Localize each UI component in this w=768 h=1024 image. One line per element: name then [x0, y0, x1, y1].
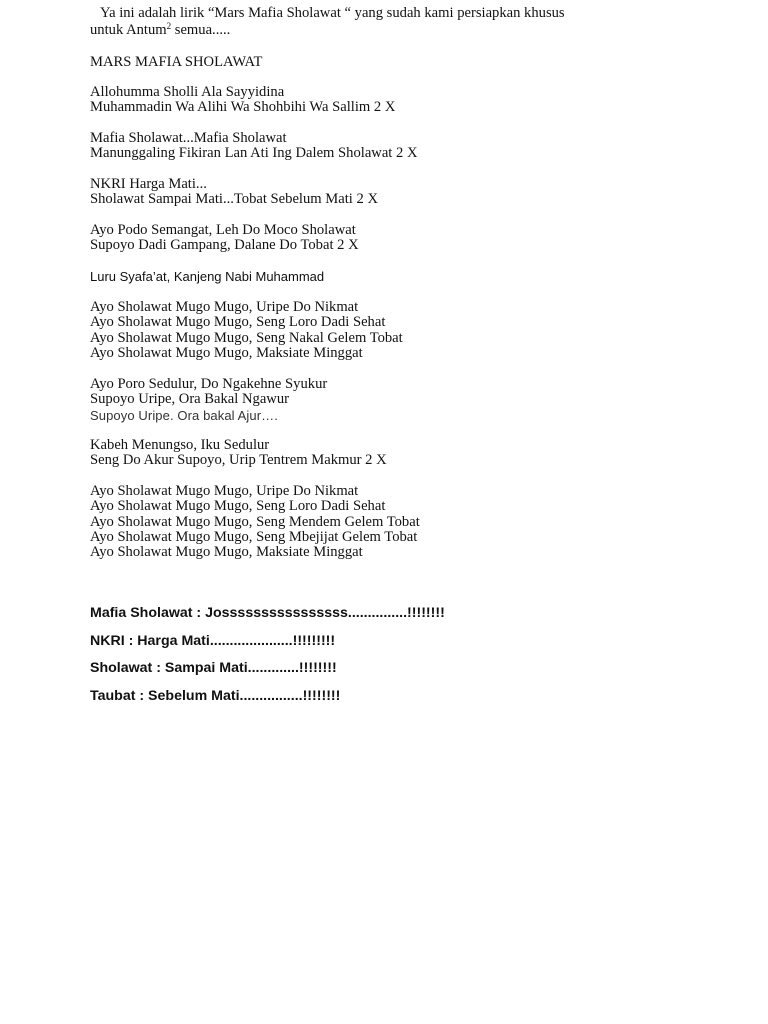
lyric-line: Supoyo Uripe, Ora Bakal Ngawur — [90, 391, 289, 408]
stanza-9 — [90, 484, 650, 560]
lyric-line: Ayo Sholawat Mugo Mugo, Seng Nakal Gelem Tobat — [90, 329, 403, 346]
stanza-6 — [90, 300, 650, 361]
lyric-line: Kabeh Menungso, Iku Sedulur — [90, 437, 270, 453]
song-title-text: MARS MAFIA SHOLAWAT — [90, 54, 263, 70]
lyric-line: Seng Do Akur Supoyo, Urip Tentrem Makmur 2 X — [90, 452, 387, 469]
lyric-line: Ayo Sholawat Mugo Mugo, Maksiate Minggat — [90, 344, 363, 361]
stanza-3 — [90, 177, 650, 208]
stanza-4 — [90, 223, 650, 254]
song-title — [90, 55, 650, 70]
lyric-line: Supoyo Dadi Gampang, Dalane Do Tobat 2 X — [90, 237, 359, 254]
intro-paragraph — [90, 5, 690, 39]
intro-line-1: Ya ini adalah lirik “Mars Mafia Sholawat “ yang sudah kami persiapkan khusus — [100, 5, 565, 21]
slogan-mafia-sholawat: Mafia Sholawat : Jossssssssssssssss...............!!!!!!!! — [90, 605, 445, 621]
lyric-line: Supoyo Uripe. Ora bakal Ajur…. — [90, 407, 278, 423]
lyric-line: Ayo Sholawat Mugo Mugo, Seng Mendem Gelem Tobat — [90, 513, 420, 530]
lyric-line: Sholawat Sampai Mati...Tobat Sebelum Mati 2 X — [90, 191, 378, 208]
lyric-line: Ayo Sholawat Mugo Mugo, Maksiate Minggat — [90, 544, 363, 561]
stanza-5 — [90, 269, 650, 284]
intro-superscript: 2 — [166, 21, 172, 31]
slogan-nkri: NKRI : Harga Mati.....................!!!!!!!!! — [90, 632, 336, 649]
lyric-line: NKRI Harga Mati... — [90, 176, 207, 192]
lyric-line: Mafia Sholawat...Mafia Sholawat — [90, 130, 287, 146]
lyric-line: Ayo Sholawat Mugo Mugo, Seng Loro Dadi Sehat — [90, 314, 386, 331]
lyric-line: Ayo Sholawat Mugo Mugo, Seng Loro Dadi Sehat — [90, 498, 386, 515]
intro-line-2-end: semua..... — [171, 22, 231, 38]
lyric-line: Luru Syafa’at, Kanjeng Nabi Muhammad — [90, 269, 325, 284]
stanza-7 — [90, 377, 650, 423]
stanza-2 — [90, 131, 650, 162]
lyric-line: Ayo Sholawat Mugo Mugo, Uripe Do Nikmat — [90, 483, 359, 499]
slogan-taubat: Taubat : Sebelum Mati................!!!!!!!! — [90, 687, 341, 704]
lyric-line: Ayo Sholawat Mugo Mugo, Seng Mbejijat Gelem Tobat — [90, 528, 418, 545]
intro-line-2 — [90, 22, 690, 39]
slogan-list — [90, 604, 690, 714]
stanza-1 — [90, 85, 650, 116]
lyric-line: Ayo Poro Sedulur, Do Ngakehne Syukur — [90, 376, 328, 392]
lyric-line: Manunggaling Fikiran Lan Ati Ing Dalem Sholawat 2 X — [90, 145, 418, 162]
lyric-line: Allohumma Sholli Ala Sayyidina — [90, 84, 285, 100]
stanza-8 — [90, 438, 650, 469]
lyric-line: Ayo Podo Semangat, Leh Do Moco Sholawat — [90, 222, 356, 238]
intro-line-2-start: untuk Antum — [90, 22, 167, 38]
slogan-sholawat: Sholawat : Sampai Mati.............!!!!!!!! — [90, 660, 337, 677]
lyric-line: Muhammadin Wa Alihi Wa Shohbihi Wa Sallim 2 X — [90, 99, 396, 116]
lyric-line: Ayo Sholawat Mugo Mugo, Uripe Do Nikmat — [90, 299, 359, 315]
